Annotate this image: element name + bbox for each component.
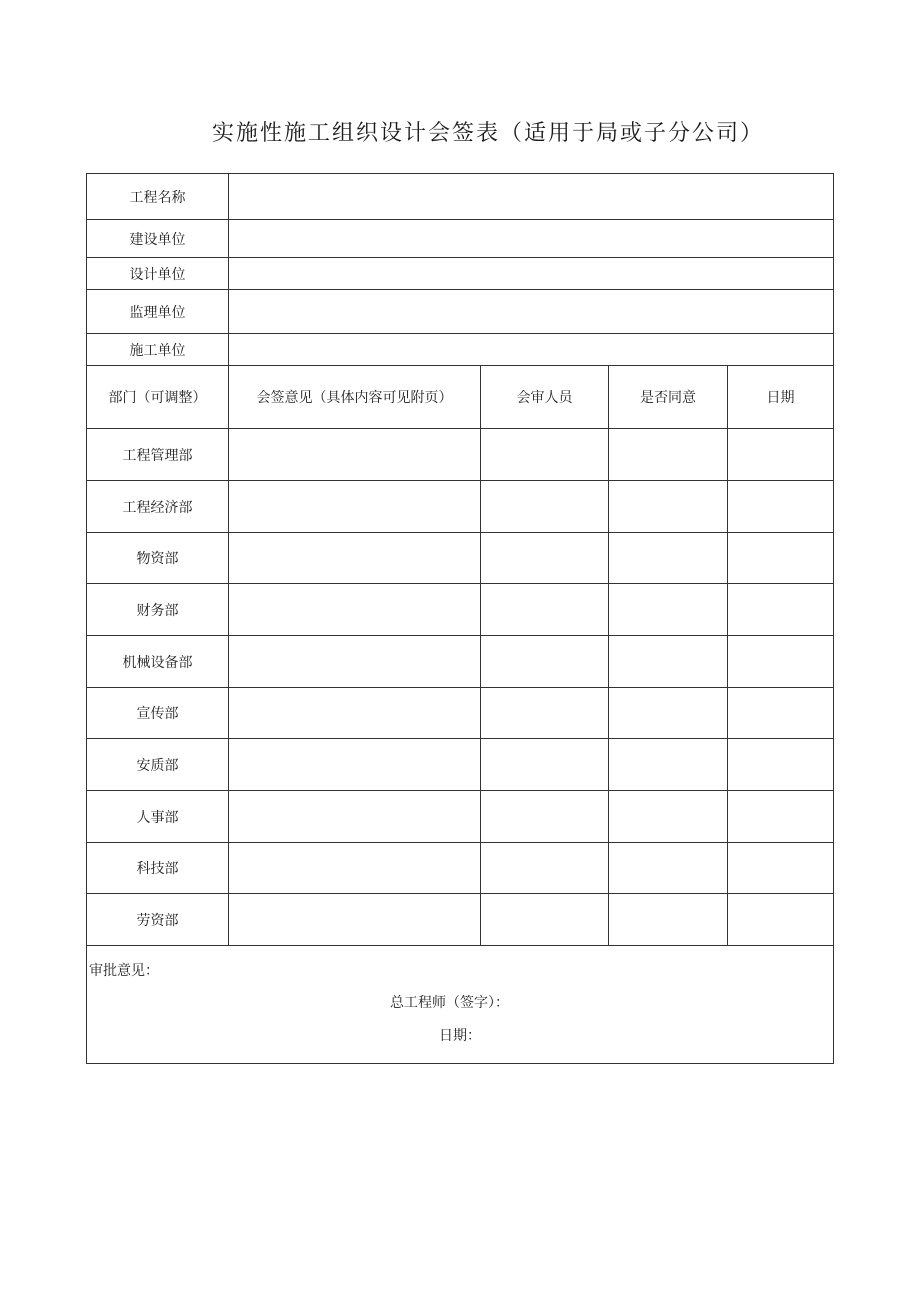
reviewer-cell[interactable] [481,791,609,843]
info-label: 建设单位 [87,220,229,258]
info-value-field[interactable] [229,220,834,258]
info-row-project-name [87,174,834,220]
agree-cell[interactable] [609,481,728,533]
department-row [87,584,834,636]
agree-cell[interactable] [609,636,728,688]
department-row [87,429,834,481]
countersign-table [86,173,834,1064]
reviewer-cell[interactable] [481,481,609,533]
approval-row [87,946,834,1064]
date-cell[interactable] [728,584,834,636]
column-header-row [87,366,834,429]
info-row-construction-unit [87,220,834,258]
info-value-field[interactable] [229,334,834,366]
department-row [87,636,834,688]
date-cell[interactable] [728,688,834,739]
date-cell[interactable] [728,843,834,894]
opinion-cell[interactable] [229,584,481,636]
agree-cell[interactable] [609,688,728,739]
info-value-field[interactable] [229,290,834,334]
opinion-cell[interactable] [229,636,481,688]
opinion-cell[interactable] [229,894,481,946]
department-name: 物资部 [87,533,229,584]
reviewer-cell[interactable] [481,636,609,688]
department-name: 人事部 [87,791,229,843]
agree-cell[interactable] [609,791,728,843]
opinion-cell[interactable] [229,481,481,533]
department-name: 工程经济部 [87,481,229,533]
department-row [87,481,834,533]
approval-date-label: 日期： [439,1028,481,1044]
info-row-contractor-unit [87,334,834,366]
department-name: 机械设备部 [87,636,229,688]
opinion-cell[interactable] [229,688,481,739]
department-name: 宣传部 [87,688,229,739]
agree-cell[interactable] [609,739,728,791]
department-row [87,533,834,584]
column-header-date: 日期 [728,366,834,429]
info-row-supervision-unit [87,290,834,334]
info-row-design-unit [87,258,834,290]
column-header-opinion: 会签意见（具体内容可见附页） [229,366,481,429]
column-header-department: 部门（可调整） [87,366,229,429]
department-row [87,739,834,791]
agree-cell[interactable] [609,584,728,636]
agree-cell[interactable] [609,533,728,584]
chief-engineer-signature-label: 总工程师（签字）： [390,995,509,1011]
department-row [87,843,834,894]
department-row [87,894,834,946]
department-name: 工程管理部 [87,429,229,481]
date-cell[interactable] [728,429,834,481]
info-value-field[interactable] [229,258,834,290]
opinion-cell[interactable] [229,533,481,584]
department-name: 安质部 [87,739,229,791]
date-cell[interactable] [728,791,834,843]
department-row [87,791,834,843]
date-cell[interactable] [728,894,834,946]
reviewer-cell[interactable] [481,533,609,584]
reviewer-cell[interactable] [481,739,609,791]
reviewer-cell[interactable] [481,429,609,481]
agree-cell[interactable] [609,894,728,946]
agree-cell[interactable] [609,429,728,481]
column-header-agree: 是否同意 [609,366,728,429]
department-row [87,688,834,739]
reviewer-cell[interactable] [481,584,609,636]
info-label: 设计单位 [87,258,229,290]
opinion-cell[interactable] [229,843,481,894]
date-cell[interactable] [728,481,834,533]
approval-cell[interactable] [87,946,834,1064]
info-label: 施工单位 [87,334,229,366]
info-value-field[interactable] [229,174,834,220]
date-cell[interactable] [728,636,834,688]
form-title: 实施性施工组织设计会签表（适用于局或子分公司） [211,121,764,146]
date-cell[interactable] [728,533,834,584]
agree-cell[interactable] [609,843,728,894]
approval-label: 审批意见： [89,963,159,979]
department-name: 财务部 [87,584,229,636]
info-label: 监理单位 [87,290,229,334]
reviewer-cell[interactable] [481,894,609,946]
opinion-cell[interactable] [229,739,481,791]
department-name: 劳资部 [87,894,229,946]
info-label: 工程名称 [87,174,229,220]
department-name: 科技部 [87,843,229,894]
opinion-cell[interactable] [229,429,481,481]
opinion-cell[interactable] [229,791,481,843]
reviewer-cell[interactable] [481,843,609,894]
reviewer-cell[interactable] [481,688,609,739]
date-cell[interactable] [728,739,834,791]
column-header-reviewer: 会审人员 [481,366,609,429]
